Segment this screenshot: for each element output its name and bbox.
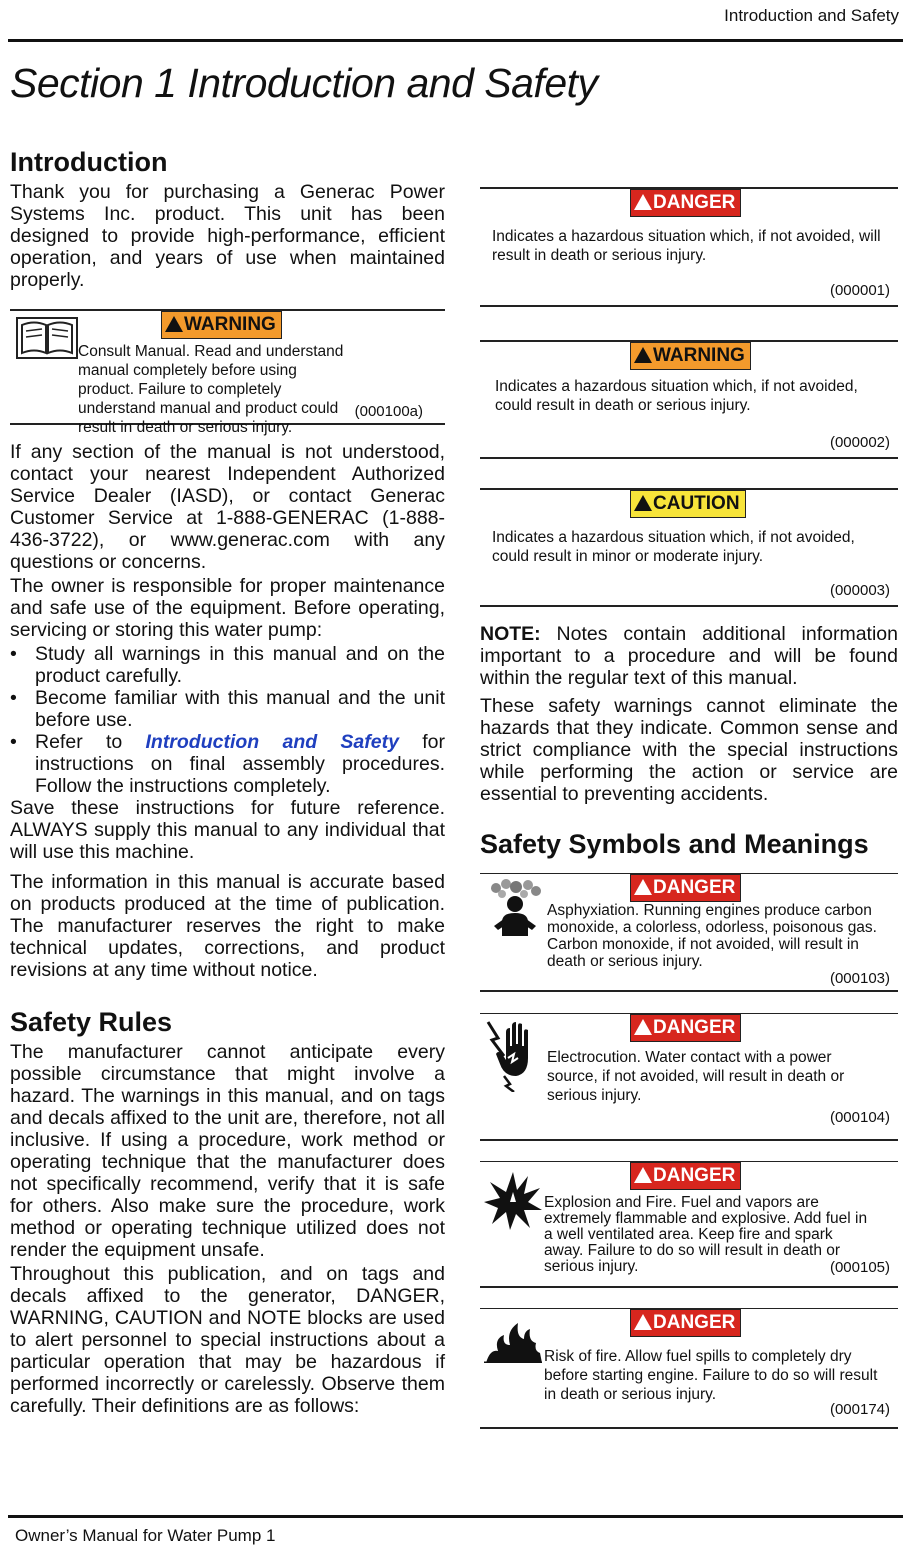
warning-tag: WARNING <box>161 311 282 339</box>
blocks-paragraph: Throughout this publication, and on tags and decals affixed to the generator, DANGER, WARNING, CAUTION and NOTE blocks are used to alert personnel to special instructions about a particular operation that may be hazardous if performed incorrectly or carelessly. Observe them carefully. Their definitions are as follows: <box>10 1263 445 1417</box>
owner-paragraph: The owner is responsible for proper maintenance and safe use of the equipment. Before operating, servicing or storing this water pump: <box>10 575 445 641</box>
caution-definition-text: Indicates a hazardous situation which, if not avoided, could result in minor or moderate injury. <box>492 529 855 565</box>
danger-definition-text: Indicates a hazardous situation which, if not avoided, will result in death or serious injury. <box>492 228 881 264</box>
danger-tag: DANGER <box>630 1162 741 1190</box>
asphyxiation-text: Asphyxiation. Running engines produce carbon monoxide, a colorless, odorless, poisonous gas. Carbon monoxide, if not avoided, will result in death or serious injury. <box>547 902 877 970</box>
save-instructions-paragraph: Save these instructions for future reference. ALWAYS supply this manual to any individual that will use this machine. <box>10 797 445 863</box>
introduction-heading: Introduction <box>10 147 168 177</box>
electrocution-text: Electrocution. Water contact with a power source, if not avoided, will result in death or serious injury. <box>547 1049 845 1104</box>
header-rule <box>8 39 903 42</box>
list-item: • Become familiar with this manual and the unit before use. <box>10 687 445 731</box>
warning-text: Consult Manual. Read and understand manual completely before using product. Failure to completely understand manual and product could result in death or serious injury. <box>78 343 344 436</box>
warning-tag: WARNING <box>630 342 751 370</box>
list-item: • Refer to Introduction and Safety for instructions on final assembly procedures. Follow the instructions completely. <box>10 731 445 797</box>
warning-definition-text: Indicates a hazardous situation which, if not avoided, could result in death or serious injury. <box>495 378 858 414</box>
asphyxiation-code: (000103) <box>829 970 890 987</box>
left-column <box>10 145 445 1419</box>
danger-tag: DANGER <box>630 189 741 217</box>
intro-paragraph: Thank you for purchasing a Generac Power Systems Inc. product. This unit has been designed to provide high-performance, efficient operation, and years of use when maintained properly. <box>10 181 445 291</box>
fire-text: Risk of fire. Allow fuel spills to completely dry before starting engine. Failure to do so will result in death or serious injury. <box>544 1348 878 1403</box>
contact-paragraph: If any section of the manual is not understood, contact your nearest Independent Authorized Service Dealer (IASD), or contact Generac Customer Service at 1-888-GENERAC (1-888-436-3722), or www.generac.com with any questions or concerns. <box>10 441 445 573</box>
danger-electrocution-box <box>480 1013 898 1141</box>
warning-definition-code: (000002) <box>829 434 890 451</box>
danger-fire-box <box>480 1308 898 1429</box>
fire-icon <box>484 1321 542 1368</box>
danger-tag: DANGER <box>630 1309 741 1337</box>
information-paragraph: The information in this manual is accurate based on products produced at the time of publication. The manufacturer reserves the right to make technical updates, corrections, and product revisions at any time without notice. <box>10 871 445 981</box>
warning-definition-box <box>480 340 898 459</box>
fire-code: (000174) <box>829 1401 890 1418</box>
introduction-safety-link[interactable]: Introduction and Safety <box>145 731 399 753</box>
danger-asphyxiation-box <box>480 873 898 992</box>
warning-consult-manual-box <box>10 309 445 436</box>
asphyxiation-icon <box>484 878 546 941</box>
caution-definition-code: (000003) <box>829 582 890 599</box>
note-paragraph: NOTE: Notes contain additional information important to a procedure and will be found within the regular text of this manual. <box>480 623 898 689</box>
electrocution-icon <box>484 1018 542 1097</box>
danger-tag: DANGER <box>630 1014 741 1042</box>
danger-explosion-box <box>480 1161 898 1288</box>
running-header: Introduction and Safety <box>724 6 899 25</box>
warning-code: (000100a) <box>354 403 423 420</box>
danger-tag: DANGER <box>630 874 741 902</box>
explosion-text: Explosion and Fire. Fuel and vapors are extremely flammable and explosive. Add fuel in a well ventilated area. Keep fire and spark away. Failure to do so will result in death or serious injury. <box>544 1194 868 1275</box>
danger-definition-box <box>480 187 898 307</box>
explosion-icon <box>484 1170 542 1235</box>
danger-definition-code: (000001) <box>829 282 890 299</box>
section-title: Section 1 Introduction and Safety <box>10 60 598 106</box>
explosion-code: (000105) <box>829 1259 890 1276</box>
right-column <box>480 140 898 1429</box>
owner-bullets <box>10 643 445 797</box>
caution-tag: CAUTION <box>630 490 746 518</box>
page-footer: Owner’s Manual for Water Pump 1 <box>15 1526 276 1545</box>
list-item: • Study all warnings in this manual and on the product carefully. <box>10 643 445 687</box>
safety-symbols-heading: Safety Symbols and Meanings <box>480 829 869 859</box>
safety-rules-paragraph: The manufacturer cannot anticipate every possible circumstance that might involve a hazard. The warnings in this manual, and on tags and decals affixed to the unit are, therefore, not all inclusive. If using a procedure, work method or operating technique that the manufacturer does not specifically recommend, verify that it is safe for others. Also make sure the procedure, work method or operating technique utilized does not render the equipment unsafe. <box>10 1041 445 1261</box>
electrocution-code: (000104) <box>829 1109 890 1126</box>
caution-definition-box <box>480 488 898 607</box>
safety-warnings-paragraph: These safety warnings cannot eliminate the hazards that they indicate. Common sense and strict compliance with the special instructions while performing the action or service are essential to preventing accidents. <box>480 695 898 805</box>
footer-rule <box>8 1515 903 1518</box>
manual-book-icon <box>16 317 78 364</box>
safety-rules-heading: Safety Rules <box>10 1007 173 1037</box>
